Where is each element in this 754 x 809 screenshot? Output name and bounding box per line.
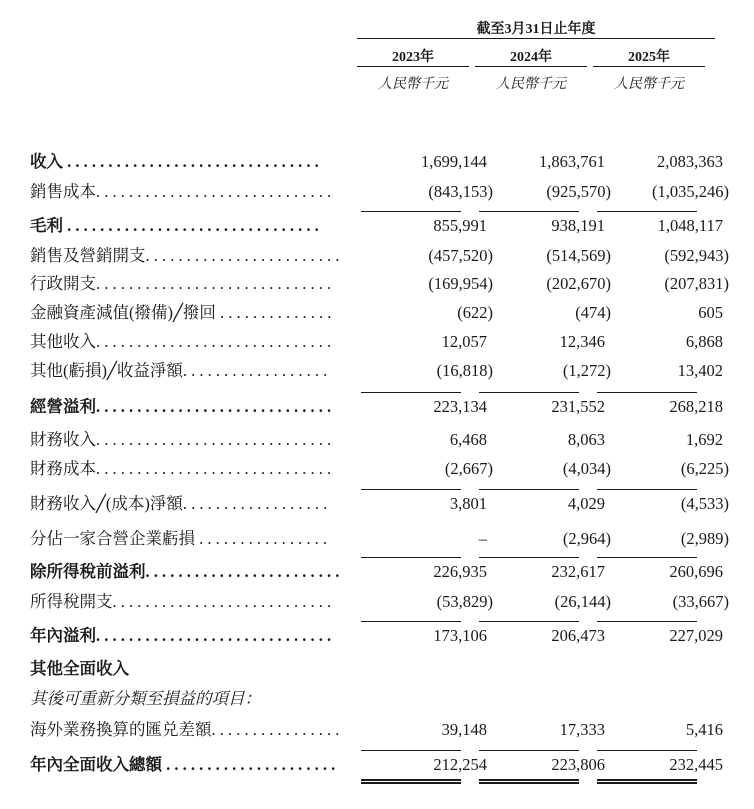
row-label: 行政開支. . . . . . . . . . . . . . . . . . . . . . . . . . . . . bbox=[30, 274, 332, 293]
row-label: 財務收入╱(成本)淨額. . . . . . . . . . . . . . . . . . bbox=[30, 494, 328, 513]
value-cell-2023 bbox=[375, 624, 487, 648]
value-text: (4,034) bbox=[562, 459, 611, 478]
value-text: (207,831) bbox=[664, 274, 729, 293]
table-row bbox=[30, 687, 720, 711]
year-header-2025: 2025年 bbox=[628, 50, 670, 65]
value-cell-2023 bbox=[375, 272, 493, 296]
row-label: 其他(虧損)╱收益淨額. . . . . . . . . . . . . . . . . . bbox=[30, 361, 328, 380]
value-text: (169,954) bbox=[428, 274, 493, 293]
row-label: 毛利 . . . . . . . . . . . . . . . . . . . . . . . . . . . . . . . bbox=[30, 216, 319, 235]
value-cell-2023 bbox=[375, 560, 487, 584]
subtotal-rule bbox=[479, 489, 579, 490]
value-cell-2025 bbox=[611, 657, 723, 681]
value-text: 231,552 bbox=[551, 397, 605, 416]
table-row bbox=[30, 718, 723, 742]
value-cell-2024 bbox=[493, 428, 605, 452]
value-text: 206,473 bbox=[551, 626, 605, 645]
subtotal-rule bbox=[479, 750, 579, 751]
value-cell-2023 bbox=[375, 359, 493, 383]
value-text: (53,829) bbox=[436, 592, 493, 611]
value-cell-2023 bbox=[375, 590, 493, 614]
unit-label-2023: 人民幣千元 bbox=[378, 77, 448, 92]
value-cell-2024 bbox=[493, 301, 611, 325]
row-label: 銷售成本. . . . . . . . . . . . . . . . . . . . . . . . . . . . . bbox=[30, 182, 332, 201]
value-text: 855,991 bbox=[433, 216, 487, 235]
value-text: (1,035,246) bbox=[652, 182, 729, 201]
value-cell-2024 bbox=[493, 624, 605, 648]
subtotal-rule bbox=[597, 557, 697, 558]
value-text: 268,218 bbox=[669, 397, 723, 416]
value-text: (6,225) bbox=[680, 459, 729, 478]
value-cell-2023 bbox=[375, 395, 487, 419]
subtotal-rule bbox=[597, 489, 697, 490]
value-text: 938,191 bbox=[551, 216, 605, 235]
value-text: 17,333 bbox=[559, 720, 605, 739]
row-label: 海外業務換算的匯兑差額. . . . . . . . . . . . . . . . bbox=[30, 720, 340, 739]
table-row bbox=[30, 527, 729, 551]
value-cell-2025 bbox=[611, 330, 723, 354]
row-label: 除所得稅前溢利. . . . . . . . . . . . . . . . . . . . . . . . bbox=[30, 562, 340, 581]
value-cell-2023 bbox=[375, 244, 493, 268]
value-cell-2023 bbox=[375, 753, 487, 777]
value-cell-2025 bbox=[611, 395, 723, 419]
value-cell-2024 bbox=[493, 527, 611, 551]
row-label: 其後可重新分類至損益的項目： bbox=[30, 689, 261, 708]
value-cell-2025 bbox=[611, 150, 723, 174]
value-text: 212,254 bbox=[433, 755, 487, 774]
value-cell-2023 bbox=[375, 492, 487, 516]
value-cell-2023 bbox=[375, 718, 487, 742]
value-text: 12,057 bbox=[441, 332, 487, 351]
table-row bbox=[30, 395, 723, 419]
subtotal-rule bbox=[597, 392, 697, 393]
table-row bbox=[30, 457, 729, 481]
value-cell-2024 bbox=[493, 687, 605, 711]
subtotal-rule bbox=[361, 489, 461, 490]
row-label: 年內全面收入總額 . . . . . . . . . . . . . . . . . . . . . bbox=[30, 755, 336, 774]
value-cell-2024 bbox=[493, 150, 605, 174]
value-cell-2024 bbox=[493, 492, 605, 516]
value-cell-2023 bbox=[375, 527, 487, 551]
value-cell-2023 bbox=[375, 428, 487, 452]
row-label: 經營溢利. . . . . . . . . . . . . . . . . . . . . . . . . . . . . bbox=[30, 397, 332, 416]
value-text: (843,153) bbox=[428, 182, 493, 201]
value-text: 39,148 bbox=[441, 720, 487, 739]
value-cell-2024 bbox=[493, 560, 605, 584]
value-cell-2024 bbox=[493, 272, 611, 296]
value-cell-2025 bbox=[611, 492, 729, 516]
value-cell-2025 bbox=[611, 590, 729, 614]
value-cell-2024 bbox=[493, 657, 605, 681]
row-label: 年內溢利. . . . . . . . . . . . . . . . . . . . . . . . . . . . . bbox=[30, 626, 332, 645]
value-cell-2025 bbox=[611, 428, 723, 452]
value-cell-2025 bbox=[611, 272, 729, 296]
table-row bbox=[30, 657, 720, 681]
value-text: 12,346 bbox=[559, 332, 605, 351]
value-cell-2024 bbox=[493, 359, 611, 383]
value-cell-2025 bbox=[611, 214, 723, 238]
period-header-rule bbox=[357, 38, 715, 39]
value-text: (2,964) bbox=[562, 529, 611, 548]
year-rule-2025 bbox=[593, 66, 705, 67]
value-cell-2025 bbox=[611, 753, 723, 777]
value-text: (1,272) bbox=[562, 361, 611, 380]
table-row bbox=[30, 753, 723, 777]
value-text: (202,670) bbox=[546, 274, 611, 293]
value-cell-2023 bbox=[375, 457, 493, 481]
value-cell-2024 bbox=[493, 214, 605, 238]
value-text: (26,144) bbox=[554, 592, 611, 611]
value-cell-2025 bbox=[611, 560, 723, 584]
value-text: 6,468 bbox=[449, 430, 487, 449]
year-rule-2023 bbox=[357, 66, 469, 67]
value-cell-2023 bbox=[375, 180, 493, 204]
table-row bbox=[30, 359, 723, 383]
row-label: 銷售及營銷開支. . . . . . . . . . . . . . . . . . . . . . . . bbox=[30, 246, 340, 265]
subtotal-rule bbox=[361, 621, 461, 622]
row-label: 所得稅開支. . . . . . . . . . . . . . . . . . . . . . . . . . . bbox=[30, 592, 332, 611]
value-text: 1,048,117 bbox=[657, 216, 723, 235]
value-text: 223,806 bbox=[551, 755, 605, 774]
table-row bbox=[30, 301, 723, 325]
value-text: (925,570) bbox=[546, 182, 611, 201]
subtotal-rule bbox=[479, 557, 579, 558]
value-cell-2023 bbox=[375, 657, 487, 681]
table-row bbox=[30, 560, 723, 584]
value-text: 260,696 bbox=[669, 562, 723, 581]
value-text: 227,029 bbox=[669, 626, 723, 645]
value-text: (457,520) bbox=[428, 246, 493, 265]
value-cell-2024 bbox=[493, 330, 605, 354]
period-header: 截至3月31日止年度 bbox=[476, 22, 596, 37]
table-row bbox=[30, 624, 723, 648]
value-cell-2025 bbox=[611, 244, 729, 268]
value-cell-2025 bbox=[611, 359, 723, 383]
subtotal-rule bbox=[361, 392, 461, 393]
table-row bbox=[30, 428, 723, 452]
row-label: 其他全面收入 bbox=[30, 659, 129, 678]
subtotal-rule bbox=[361, 750, 461, 751]
value-text: 223,134 bbox=[433, 397, 487, 416]
value-text: (33,667) bbox=[672, 592, 729, 611]
value-text: 5,416 bbox=[685, 720, 723, 739]
value-text: 1,863,761 bbox=[539, 152, 605, 171]
value-cell-2024 bbox=[493, 395, 605, 419]
table-row bbox=[30, 180, 729, 204]
value-text: 2,083,363 bbox=[657, 152, 723, 171]
value-cell-2023 bbox=[375, 214, 487, 238]
row-label: 財務成本. . . . . . . . . . . . . . . . . . . . . . . . . . . . . bbox=[30, 459, 332, 478]
subtotal-rule bbox=[361, 211, 461, 212]
value-text: 226,935 bbox=[433, 562, 487, 581]
value-cell-2024 bbox=[493, 180, 611, 204]
row-label: 分佔一家合營企業虧損 . . . . . . . . . . . . . . . . bbox=[30, 529, 327, 548]
table-row bbox=[30, 330, 723, 354]
value-text: (16,818) bbox=[436, 361, 493, 380]
table-row bbox=[30, 272, 729, 296]
value-text: (592,943) bbox=[664, 246, 729, 265]
value-cell-2025 bbox=[611, 624, 723, 648]
value-text: 1,692 bbox=[685, 430, 723, 449]
unit-label-2025: 人民幣千元 bbox=[614, 77, 684, 92]
value-cell-2023 bbox=[375, 330, 487, 354]
value-text: (2,667) bbox=[444, 459, 493, 478]
table-row bbox=[30, 214, 723, 238]
total-double-rule bbox=[597, 779, 697, 784]
value-cell-2024 bbox=[493, 753, 605, 777]
value-cell-2025 bbox=[611, 301, 723, 325]
value-cell-2023 bbox=[375, 150, 487, 174]
value-cell-2024 bbox=[493, 718, 605, 742]
value-cell-2024 bbox=[493, 244, 611, 268]
value-text: 8,063 bbox=[567, 430, 605, 449]
value-text: – bbox=[478, 529, 487, 548]
value-cell-2024 bbox=[493, 590, 611, 614]
value-text: (4,533) bbox=[680, 494, 729, 513]
value-cell-2025 bbox=[611, 180, 729, 204]
value-cell-2025 bbox=[611, 687, 723, 711]
table-row bbox=[30, 244, 729, 268]
value-cell-2025 bbox=[611, 457, 729, 481]
subtotal-rule bbox=[361, 557, 461, 558]
row-label: 收入 . . . . . . . . . . . . . . . . . . . . . . . . . . . . . . . bbox=[30, 152, 319, 171]
row-label: 金融資產減值(撥備)╱撥回 . . . . . . . . . . . . . . bbox=[30, 303, 332, 322]
table-row bbox=[30, 590, 729, 614]
value-text: 4,029 bbox=[567, 494, 605, 513]
subtotal-rule bbox=[479, 392, 579, 393]
total-double-rule bbox=[361, 779, 461, 784]
year-rule-2024 bbox=[475, 66, 587, 67]
value-text: 173,106 bbox=[433, 626, 487, 645]
value-text: 13,402 bbox=[677, 361, 723, 380]
subtotal-rule bbox=[479, 621, 579, 622]
value-text: (622) bbox=[457, 303, 493, 322]
unit-label-2024: 人民幣千元 bbox=[496, 77, 566, 92]
value-text: (2,989) bbox=[680, 529, 729, 548]
subtotal-rule bbox=[479, 211, 579, 212]
value-text: 6,868 bbox=[685, 332, 723, 351]
total-double-rule bbox=[479, 779, 579, 784]
value-text: 3,801 bbox=[449, 494, 487, 513]
value-text: (474) bbox=[575, 303, 611, 322]
table-row bbox=[30, 150, 723, 174]
value-text: 605 bbox=[698, 303, 723, 322]
table-row bbox=[30, 492, 729, 516]
subtotal-rule bbox=[597, 211, 697, 212]
value-cell-2025 bbox=[611, 527, 729, 551]
value-text: 1,699,144 bbox=[421, 152, 487, 171]
subtotal-rule bbox=[597, 750, 697, 751]
value-text: 232,445 bbox=[669, 755, 723, 774]
value-cell-2024 bbox=[493, 457, 611, 481]
row-label: 財務收入. . . . . . . . . . . . . . . . . . . . . . . . . . . . . bbox=[30, 430, 332, 449]
row-label: 其他收入. . . . . . . . . . . . . . . . . . . . . . . . . . . . . bbox=[30, 332, 332, 351]
value-text: (514,569) bbox=[546, 246, 611, 265]
year-header-2024: 2024年 bbox=[510, 50, 552, 65]
year-header-2023: 2023年 bbox=[392, 50, 434, 65]
subtotal-rule bbox=[597, 621, 697, 622]
value-cell-2023 bbox=[375, 687, 487, 711]
value-cell-2025 bbox=[611, 718, 723, 742]
value-text: 232,617 bbox=[551, 562, 605, 581]
value-cell-2023 bbox=[375, 301, 493, 325]
